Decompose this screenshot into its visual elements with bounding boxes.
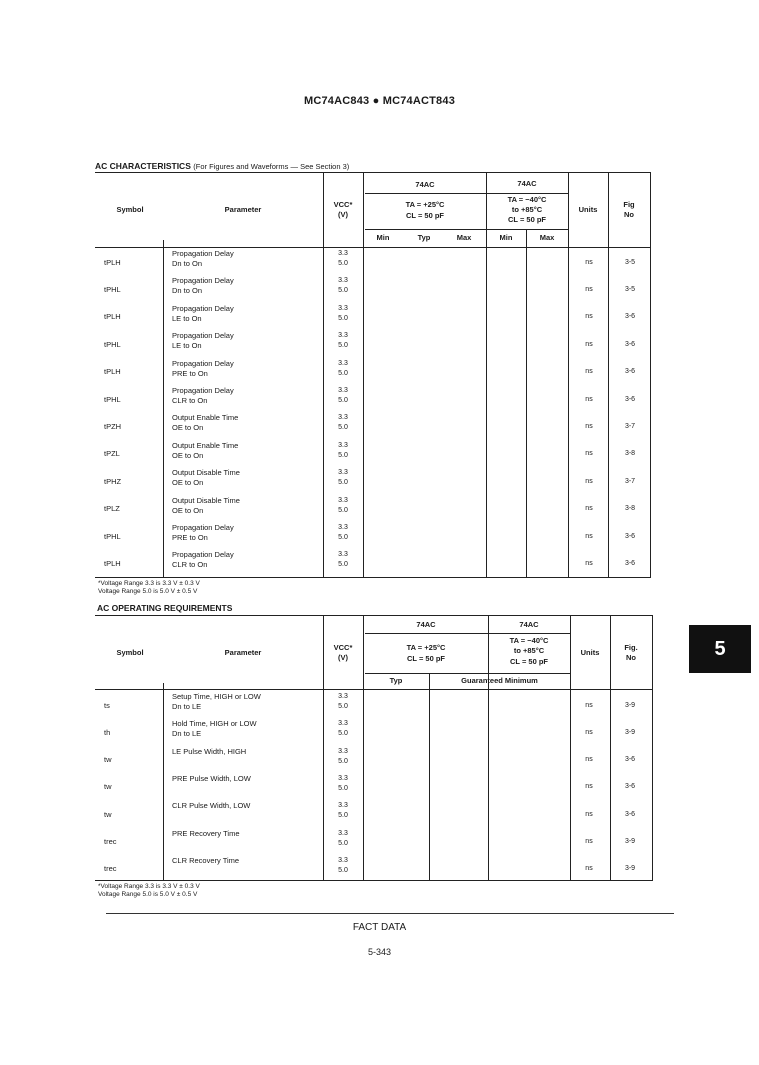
t2-col-74ac-ext-header: 74AC bbox=[519, 620, 539, 629]
row-vcc-33: 3.3 bbox=[338, 551, 348, 559]
t2-col-parameter-header: Parameter bbox=[224, 648, 262, 657]
row-vcc-33: 3.3 bbox=[338, 277, 348, 285]
row-fig: 3-5 bbox=[624, 285, 636, 293]
table1-vline-vcc bbox=[323, 172, 324, 577]
row-param-line1: Propagation Delay bbox=[172, 331, 234, 341]
row-param-line1: Propagation Delay bbox=[172, 550, 234, 560]
row-param-line2: LE to On bbox=[172, 313, 202, 323]
row-param-line2: Dn to LE bbox=[172, 729, 202, 739]
footer-label: FACT DATA bbox=[352, 922, 407, 933]
table2-right-border bbox=[652, 615, 653, 880]
row-vcc-50: 5.0 bbox=[338, 561, 348, 569]
row-fig: 3-9 bbox=[624, 865, 636, 873]
row-vcc-33: 3.3 bbox=[338, 304, 348, 312]
row-param-line1: LE Pulse Width, HIGH bbox=[172, 746, 247, 756]
t2-col-ta-25-header: TA = +25°C bbox=[406, 643, 446, 652]
row-units: ns bbox=[585, 340, 593, 348]
section-tab: 5 bbox=[689, 625, 751, 673]
t2-col-ta-ext2-header: to +85°C bbox=[513, 646, 545, 655]
table1-vline-min2 bbox=[526, 229, 527, 577]
row-param-line1: Output Enable Time bbox=[172, 413, 239, 423]
row-param-line2: Dn to On bbox=[172, 259, 203, 268]
row-fig: 3-6 bbox=[624, 559, 636, 567]
row-units: ns bbox=[585, 783, 593, 791]
t2-footnote-vcc-50: Voltage Range 5.0 is 5.0 V ± 0.5 V bbox=[98, 891, 198, 898]
row-units: ns bbox=[585, 559, 593, 567]
row-param-line1: Output Disable Time bbox=[172, 468, 240, 478]
col-min2-header: Min bbox=[499, 233, 513, 242]
t2-col-symbol-header: Symbol bbox=[116, 648, 144, 657]
table1-right-border bbox=[650, 172, 651, 577]
col-cl-ext-header: CL = 50 pF bbox=[508, 215, 546, 224]
ac-operating-heading: AC OPERATING REQUIREMENTS bbox=[97, 603, 233, 613]
row-vcc-50: 5.0 bbox=[338, 784, 348, 792]
row-vcc-33: 3.3 bbox=[338, 524, 348, 531]
row-units: ns bbox=[585, 368, 593, 376]
row-param-line2: PRE to On bbox=[172, 533, 208, 542]
row-param-line1: Propagation Delay bbox=[172, 386, 234, 395]
row-vcc-50: 5.0 bbox=[338, 369, 348, 377]
row-units: ns bbox=[585, 701, 593, 709]
row-fig: 3-6 bbox=[624, 395, 636, 403]
col-cl-header: CL = 50 pF bbox=[406, 211, 444, 220]
row-param-line1: Setup Time, HIGH or LOW bbox=[172, 692, 261, 701]
ac-char-title: AC CHARACTERISTICS bbox=[95, 161, 191, 171]
row-symbol: ts bbox=[104, 700, 110, 710]
row-units: ns bbox=[585, 728, 593, 736]
table1-bottom-rule bbox=[95, 577, 651, 578]
col-ta-25-header: TA = +25°C bbox=[405, 200, 445, 209]
row-symbol: tPLH bbox=[104, 367, 121, 377]
row-units: ns bbox=[585, 450, 593, 458]
row-vcc-33: 3.3 bbox=[338, 802, 348, 810]
col-units-header: Units bbox=[578, 205, 598, 214]
row-vcc-50: 5.0 bbox=[338, 479, 348, 487]
row-param-line2: OE to On bbox=[172, 505, 204, 515]
row-vcc-33: 3.3 bbox=[338, 496, 348, 504]
row-symbol: th bbox=[104, 727, 111, 737]
row-fig: 3-9 bbox=[624, 728, 636, 736]
row-param-line1: Output Disable Time bbox=[172, 495, 240, 505]
t2-col-cl-ext-header: CL = 50 pF bbox=[510, 657, 548, 666]
col-74ac-header: 74AC bbox=[415, 180, 435, 189]
row-fig: 3-7 bbox=[624, 422, 636, 430]
row-units: ns bbox=[585, 838, 593, 845]
row-vcc-33: 3.3 bbox=[338, 829, 348, 837]
row-symbol: tw bbox=[104, 755, 112, 765]
col-min-header: Min bbox=[376, 233, 390, 242]
row-vcc-50: 5.0 bbox=[338, 812, 348, 820]
col-parameter-header: Parameter bbox=[224, 205, 262, 214]
row-fig: 3-6 bbox=[624, 532, 636, 540]
row-fig: 3-6 bbox=[624, 783, 636, 791]
t2-footnote-vcc-33: *Voltage Range 3.3 is 3.3 V ± 0.3 V bbox=[98, 883, 200, 890]
col-max-header: Max bbox=[456, 233, 472, 242]
row-fig: 3-7 bbox=[624, 477, 636, 485]
page-title: MC74AC843 ● MC74ACT843 bbox=[303, 95, 456, 107]
row-fig: 3-9 bbox=[624, 701, 636, 709]
row-param-line1: Propagation Delay bbox=[172, 523, 234, 532]
page-number: 5-343 bbox=[367, 947, 392, 957]
row-vcc-50: 5.0 bbox=[338, 451, 348, 459]
table2-vline-param bbox=[163, 683, 164, 880]
row-vcc-33: 3.3 bbox=[338, 414, 348, 422]
row-fig: 3-6 bbox=[624, 810, 636, 818]
col-ta-ext-header: TA = −40°C bbox=[507, 195, 547, 204]
row-symbol: tPHZ bbox=[104, 476, 122, 486]
col-fig-no-header: No bbox=[624, 210, 634, 219]
row-fig: 3-9 bbox=[624, 838, 636, 845]
table2-sub-rule bbox=[365, 673, 570, 674]
row-param-line2: OE to On bbox=[172, 478, 204, 488]
row-param-line2: PRE to On bbox=[172, 368, 208, 378]
row-vcc-50: 5.0 bbox=[338, 342, 348, 350]
row-symbol: tPLH bbox=[104, 312, 121, 322]
table2-vline-vcc bbox=[323, 615, 324, 880]
row-vcc-50: 5.0 bbox=[338, 839, 348, 847]
t2-col-74ac-header: 74AC bbox=[416, 620, 436, 629]
row-param-line1: CLR Pulse Width, LOW bbox=[172, 801, 251, 811]
row-param-line1: Propagation Delay bbox=[172, 249, 234, 258]
row-fig: 3-8 bbox=[624, 505, 636, 513]
row-param-line2: Dn to On bbox=[172, 286, 203, 296]
row-vcc-33: 3.3 bbox=[338, 441, 348, 449]
row-symbol: tw bbox=[104, 809, 112, 819]
t2-col-cl-header: CL = 50 pF bbox=[407, 654, 445, 663]
row-symbol: trec bbox=[104, 837, 117, 846]
row-vcc-50: 5.0 bbox=[338, 534, 348, 541]
row-param-line1: Propagation Delay bbox=[172, 303, 234, 313]
t2-col-units-header: Units bbox=[580, 648, 600, 657]
col-ta-ext2-header: to +85°C bbox=[511, 205, 543, 214]
row-vcc-50: 5.0 bbox=[338, 757, 348, 765]
col-typ-header: Typ bbox=[417, 233, 431, 242]
row-fig: 3-6 bbox=[624, 340, 636, 348]
footer-rule bbox=[106, 913, 674, 914]
row-vcc-33: 3.3 bbox=[338, 359, 348, 367]
row-symbol: tPLH bbox=[104, 558, 121, 568]
row-vcc-50: 5.0 bbox=[338, 397, 348, 404]
row-units: ns bbox=[585, 285, 593, 293]
row-vcc-50: 5.0 bbox=[338, 506, 348, 514]
ac-characteristics-heading bbox=[95, 161, 349, 171]
row-vcc-33: 3.3 bbox=[338, 774, 348, 782]
row-units: ns bbox=[585, 395, 593, 403]
table1-group-rule bbox=[365, 193, 568, 194]
row-vcc-50: 5.0 bbox=[338, 730, 348, 738]
t2-col-ta-ext-header: TA = −40°C bbox=[509, 636, 549, 645]
row-param-line2: Dn to LE bbox=[172, 702, 202, 711]
row-units: ns bbox=[585, 756, 593, 764]
row-vcc-50: 5.0 bbox=[338, 424, 348, 432]
row-param-line1: PRE Recovery Time bbox=[172, 828, 240, 838]
col-vcc-unit: (V) bbox=[338, 210, 348, 219]
row-units: ns bbox=[585, 477, 593, 485]
t2-col-typ-header: Typ bbox=[389, 676, 403, 685]
row-param-line1: Output Enable Time bbox=[172, 440, 239, 450]
row-units: ns bbox=[585, 810, 593, 818]
row-vcc-50: 5.0 bbox=[338, 703, 348, 710]
row-symbol: trec bbox=[104, 864, 117, 874]
row-vcc-33: 3.3 bbox=[338, 747, 348, 755]
row-symbol: tPHL bbox=[104, 531, 121, 541]
row-units: ns bbox=[585, 865, 593, 873]
row-vcc-33: 3.3 bbox=[338, 693, 348, 700]
row-vcc-33: 3.3 bbox=[338, 332, 348, 340]
table2-vline-ac2 bbox=[488, 615, 489, 880]
t2-col-fig-header: Fig. bbox=[624, 643, 638, 652]
row-vcc-50: 5.0 bbox=[338, 287, 348, 295]
table2-vline-ac bbox=[363, 615, 364, 880]
col-vcc-header: VCC* bbox=[333, 200, 353, 209]
table1-vline-units bbox=[568, 172, 569, 577]
footnote-vcc-33: *Voltage Range 3.3 is 3.3 V ± 0.3 V bbox=[98, 580, 200, 587]
row-vcc-33: 3.3 bbox=[338, 856, 348, 864]
t2-col-vcc-header: VCC* bbox=[333, 643, 353, 652]
row-param-line2: CLR to On bbox=[172, 560, 208, 570]
row-symbol: tPHL bbox=[104, 339, 121, 349]
row-param-line2: CLR to On bbox=[172, 396, 208, 405]
row-fig: 3-8 bbox=[624, 450, 636, 458]
row-units: ns bbox=[585, 505, 593, 513]
row-vcc-33: 3.3 bbox=[338, 250, 348, 257]
row-units: ns bbox=[585, 258, 593, 266]
col-max2-header: Max bbox=[539, 233, 555, 242]
row-fig: 3-6 bbox=[624, 756, 636, 764]
table1-vline-fig bbox=[608, 172, 609, 577]
row-param-line1: Propagation Delay bbox=[172, 276, 234, 286]
row-symbol: tPHL bbox=[104, 284, 121, 294]
row-param-line2: OE to On bbox=[172, 450, 204, 460]
row-units: ns bbox=[585, 532, 593, 540]
row-symbol: tPLZ bbox=[104, 504, 120, 514]
row-vcc-50: 5.0 bbox=[338, 314, 348, 322]
row-symbol: tPLH bbox=[104, 257, 121, 267]
t2-col-vcc-unit: (V) bbox=[338, 653, 348, 662]
ac-char-title-note: (For Figures and Waveforms — See Section 3) bbox=[193, 162, 350, 171]
col-74ac-ext-header: 74AC bbox=[517, 179, 537, 188]
row-symbol: tw bbox=[104, 782, 112, 792]
table1-vline-param bbox=[163, 240, 164, 577]
row-param-line1: Hold Time, HIGH or LOW bbox=[172, 719, 257, 729]
col-fig-header: Fig bbox=[623, 200, 635, 209]
t2-col-guaranteed-header: Guaranteed Minimum bbox=[461, 676, 538, 685]
table2-bottom-rule bbox=[95, 880, 653, 881]
row-vcc-33: 3.3 bbox=[338, 387, 348, 394]
row-param-line2: OE to On bbox=[172, 423, 204, 433]
row-vcc-33: 3.3 bbox=[338, 469, 348, 477]
row-vcc-50: 5.0 bbox=[338, 260, 348, 267]
row-symbol: tPHL bbox=[104, 394, 121, 404]
row-vcc-33: 3.3 bbox=[338, 720, 348, 728]
row-param-line1: PRE Pulse Width, LOW bbox=[172, 773, 251, 783]
row-units: ns bbox=[585, 422, 593, 430]
table1-vline-ac2 bbox=[486, 172, 487, 577]
row-fig: 3-5 bbox=[624, 258, 636, 266]
row-param-line1: Propagation Delay bbox=[172, 358, 234, 368]
table2-vline-typ bbox=[429, 673, 430, 880]
table1-vline-ac bbox=[363, 172, 364, 577]
footnote-vcc-50: Voltage Range 5.0 is 5.0 V ± 0.5 V bbox=[98, 588, 198, 595]
t2-col-fig-no-header: No bbox=[626, 653, 636, 662]
col-symbol-header: Symbol bbox=[116, 205, 144, 214]
table1-sub-rule bbox=[365, 229, 568, 230]
row-units: ns bbox=[585, 313, 593, 321]
row-symbol: tPZL bbox=[104, 449, 120, 459]
row-vcc-50: 5.0 bbox=[338, 866, 348, 874]
row-param-line1: CLR Recovery Time bbox=[172, 855, 240, 865]
table2-group-rule bbox=[365, 633, 570, 634]
row-param-line2: LE to On bbox=[172, 341, 202, 351]
row-fig: 3-6 bbox=[624, 368, 636, 376]
row-fig: 3-6 bbox=[624, 313, 636, 321]
row-symbol: tPZH bbox=[104, 421, 122, 431]
